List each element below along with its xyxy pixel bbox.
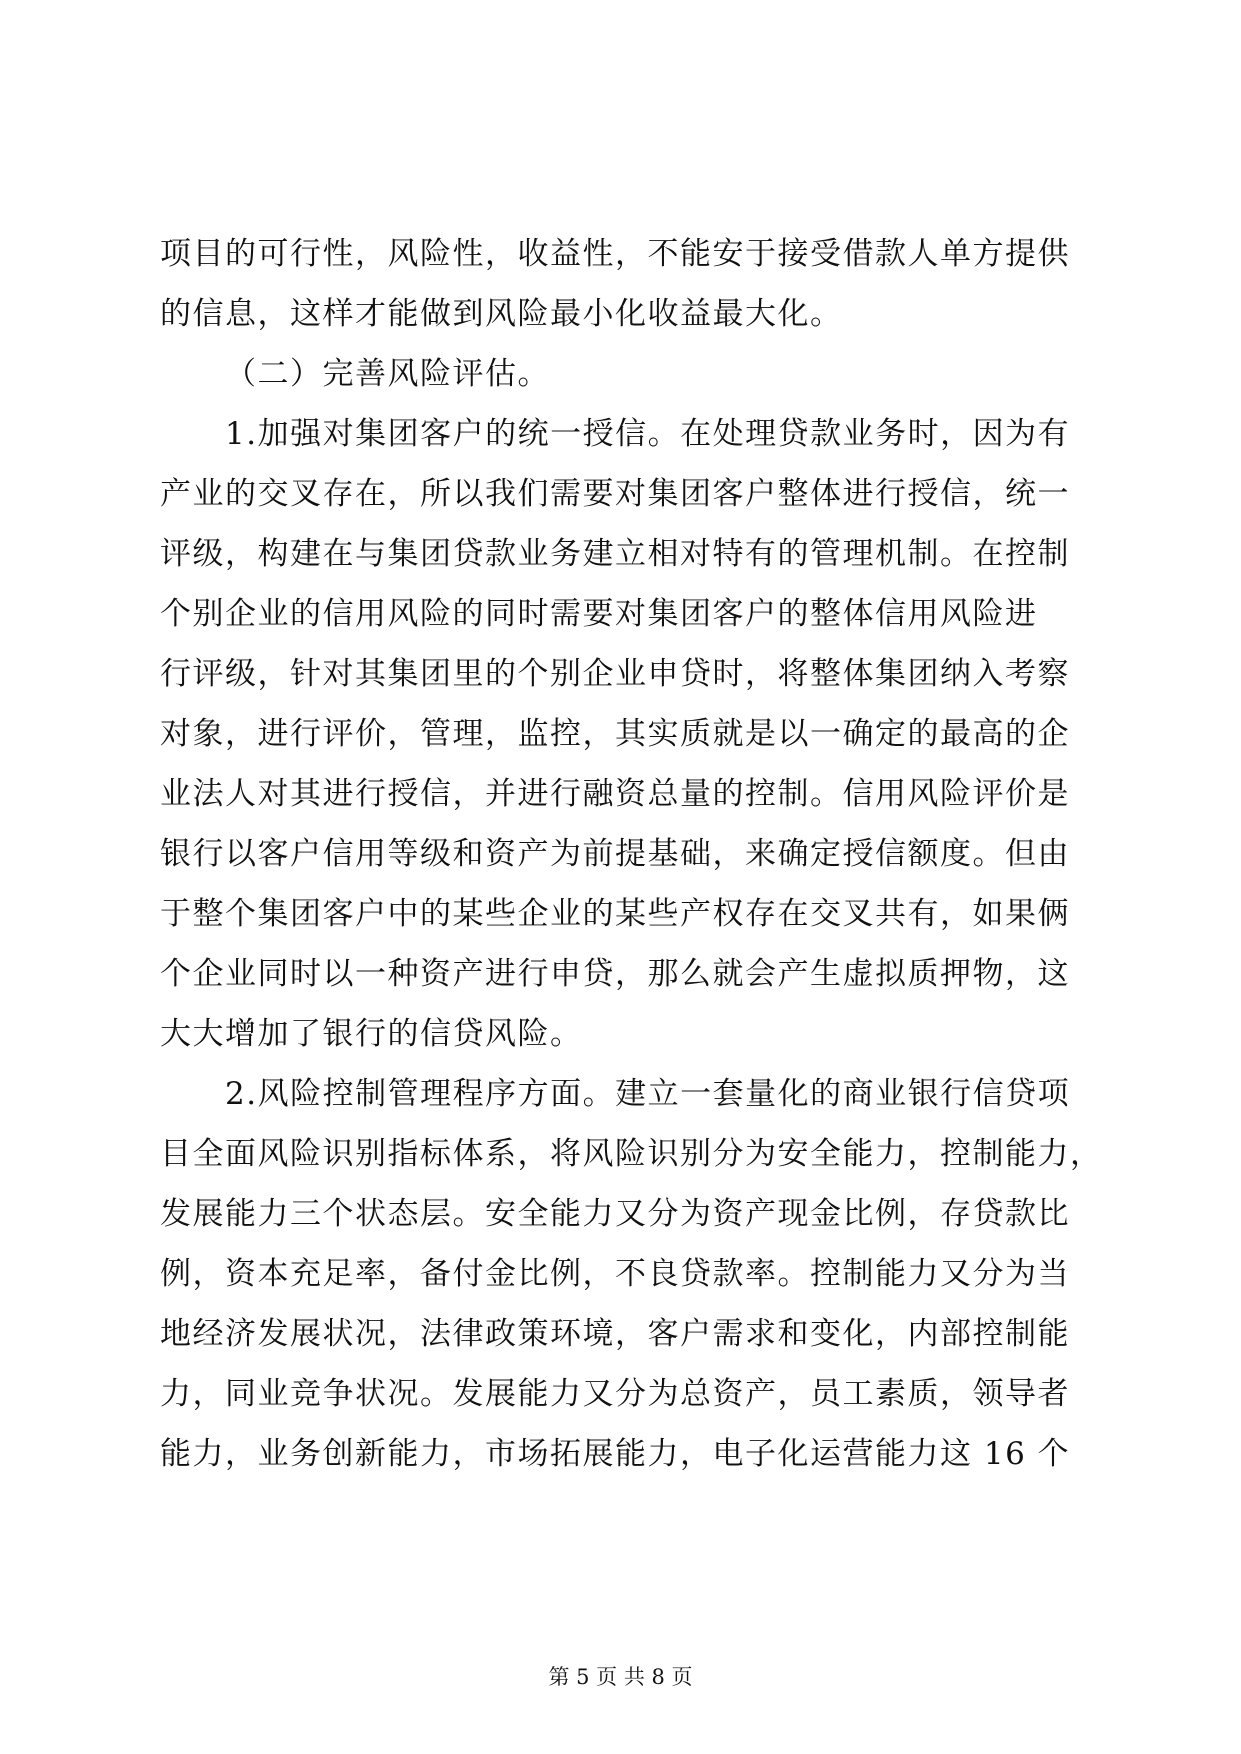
text-line: 业法人对其进行授信，并进行融资总量的控制。信用风险评价是 xyxy=(160,776,1070,812)
text-line: 的信息，这样才能做到风险最小化收益最大化。 xyxy=(160,296,843,332)
text-line: 于整个集团客户中的某些企业的某些产权存在交叉共有，如果俩 xyxy=(160,896,1070,932)
page-number-footer: 第 5 页 共 8 页 xyxy=(548,1665,693,1689)
text-line: 地经济发展状况，法律政策环境，客户需求和变化，内部控制能 xyxy=(160,1316,1070,1352)
text-line: 项目的可行性，风险性，收益性，不能安于接受借款人单方提供 xyxy=(160,236,1070,272)
text-line: 大大增加了银行的信贷风险。 xyxy=(160,1016,583,1052)
text-line: 评级，构建在与集团贷款业务建立相对特有的管理机制。在控制 xyxy=(160,536,1070,572)
text-line: 目全面风险识别指标体系，将风险识别分为安全能力，控制能力， xyxy=(160,1136,1103,1172)
text-line: 个别企业的信用风险的同时需要对集团客户的整体信用风险进 xyxy=(160,596,1038,632)
text-line: 对象，进行评价，管理，监控，其实质就是以一确定的最高的企 xyxy=(160,716,1070,752)
section-heading: （二）完善风险评估。 xyxy=(225,356,550,392)
text-line: 发展能力三个状态层。安全能力又分为资产现金比例，存贷款比 xyxy=(160,1196,1070,1232)
text-line: 例，资本充足率，备付金比例，不良贷款率。控制能力又分为当 xyxy=(160,1256,1070,1292)
text-line: 2.风险控制管理程序方面。建立一套量化的商业银行信贷项 xyxy=(225,1076,1071,1112)
text-line: 力，同业竞争状况。发展能力又分为总资产，员工素质，领导者 xyxy=(160,1376,1070,1412)
text-line: 能力，业务创新能力，市场拓展能力，电子化运营能力这 16 个 xyxy=(160,1436,1071,1472)
text-line: 产业的交叉存在，所以我们需要对集团客户整体进行授信，统一 xyxy=(160,476,1070,512)
text-line: 银行以客户信用等级和资产为前提基础，来确定授信额度。但由 xyxy=(160,836,1070,872)
text-line: 个企业同时以一种资产进行申贷，那么就会产生虚拟质押物，这 xyxy=(160,956,1070,992)
text-line: 行评级，针对其集团里的个别企业申贷时，将整体集团纳入考察 xyxy=(160,656,1070,692)
text-line: 1.加强对集团客户的统一授信。在处理贷款业务时，因为有 xyxy=(225,416,1071,452)
